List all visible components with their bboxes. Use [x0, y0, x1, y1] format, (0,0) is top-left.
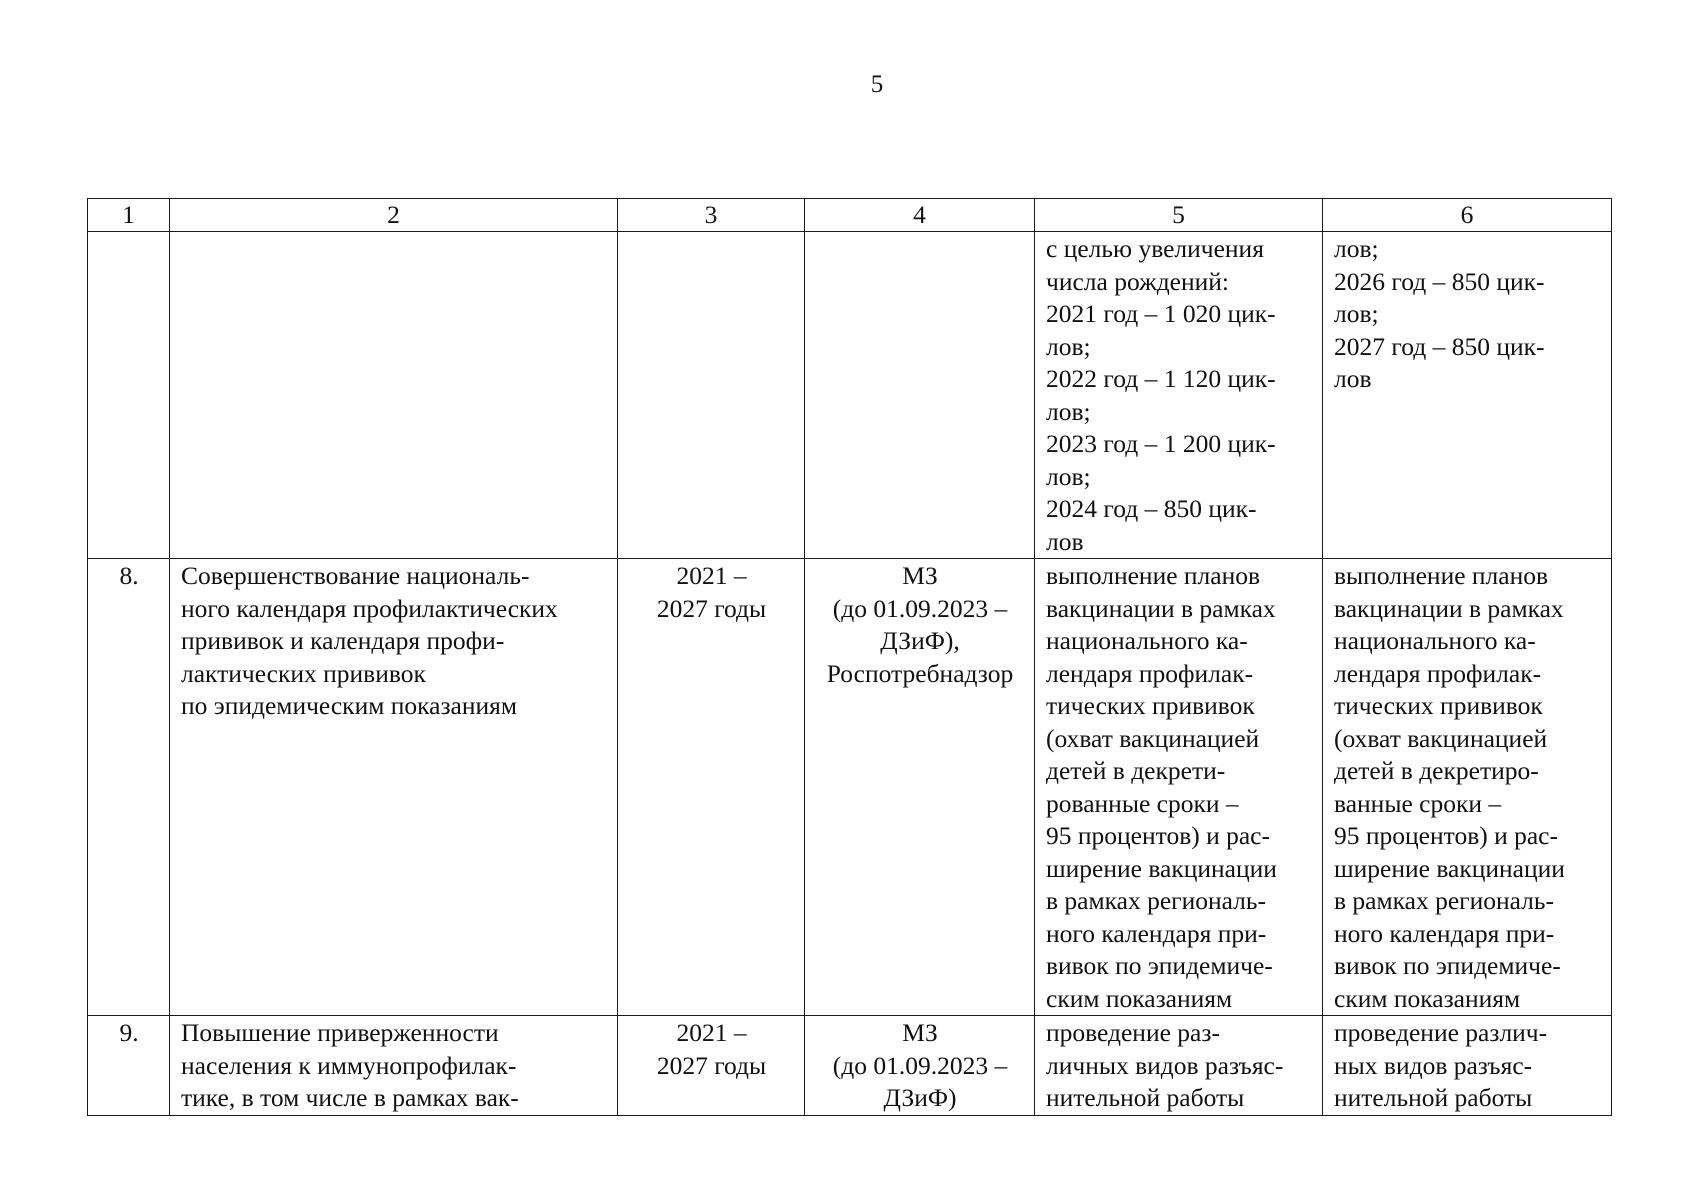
header-cell: 5	[1035, 199, 1323, 232]
header-cell: 2	[170, 199, 618, 232]
responsible-cell: МЗ (до 01.09.2023 – ДЗиФ)	[805, 1016, 1035, 1116]
result-cell-col5: проведение раз- личных видов разъяс- нительной работы	[1035, 1016, 1323, 1116]
responsible-cell	[805, 232, 1035, 559]
period-cell	[618, 232, 805, 559]
table-row	[88, 232, 1612, 559]
result-cell-col6: проведение различ- ных видов разъяс- нительной работы	[1323, 1016, 1612, 1116]
row-number-cell: 9.	[88, 1016, 170, 1116]
responsible-cell: МЗ (до 01.09.2023 – ДЗиФ), Роспотребнадзор	[805, 559, 1035, 1016]
header-cell: 6	[1323, 199, 1612, 232]
table-header-row	[88, 199, 1612, 232]
measures-table	[87, 198, 1612, 1116]
row-number-cell	[88, 232, 170, 559]
measure-cell: Совершенствование националь- ного календаря профилактических прививок и календаря профи- лактических прививок по эпидемическим показаниям	[170, 559, 618, 1016]
period-cell: 2021 – 2027 годы	[618, 1016, 805, 1116]
measure-cell: Повышение приверженности населения к иммунопрофилак- тике, в том числе в рамках вак-	[170, 1016, 618, 1116]
table-row	[88, 1016, 1612, 1116]
result-cell-col5: с целью увеличения числа рождений: 2021 год – 1 020 цик- лов; 2022 год – 1 120 цик- лов; 2023 год – 1 200 цик- лов; 2024 год – 850 цик- лов	[1035, 232, 1323, 559]
result-cell-col6: выполнение планов вакцинации в рамках национального ка- лендаря профилак- тических прививок (охват вакцинацией детей в декретиро- ванные сроки – 95 процентов) и рас- ширение вакцинации в рамках региональ- ного календаря при- вивок по эпидемиче- ским показаниям	[1323, 559, 1612, 1016]
result-cell-col5: выполнение планов вакцинации в рамках национального ка- лендаря профилак- тических прививок (охват вакцинацией детей в декрети- рованные сроки – 95 процентов) и рас- ширение вакцинации в рамках региональ- ного календаря при- вивок по эпидемиче- ским показаниям	[1035, 559, 1323, 1016]
header-cell: 1	[88, 199, 170, 232]
header-cell: 4	[805, 199, 1035, 232]
header-cell: 3	[618, 199, 805, 232]
result-cell-col6: лов; 2026 год – 850 цик- лов; 2027 год – 850 цик- лов	[1323, 232, 1612, 559]
measure-cell	[170, 232, 618, 559]
page-number: 5	[870, 71, 884, 98]
table-row	[88, 559, 1612, 1016]
row-number-cell: 8.	[88, 559, 170, 1016]
period-cell: 2021 – 2027 годы	[618, 559, 805, 1016]
